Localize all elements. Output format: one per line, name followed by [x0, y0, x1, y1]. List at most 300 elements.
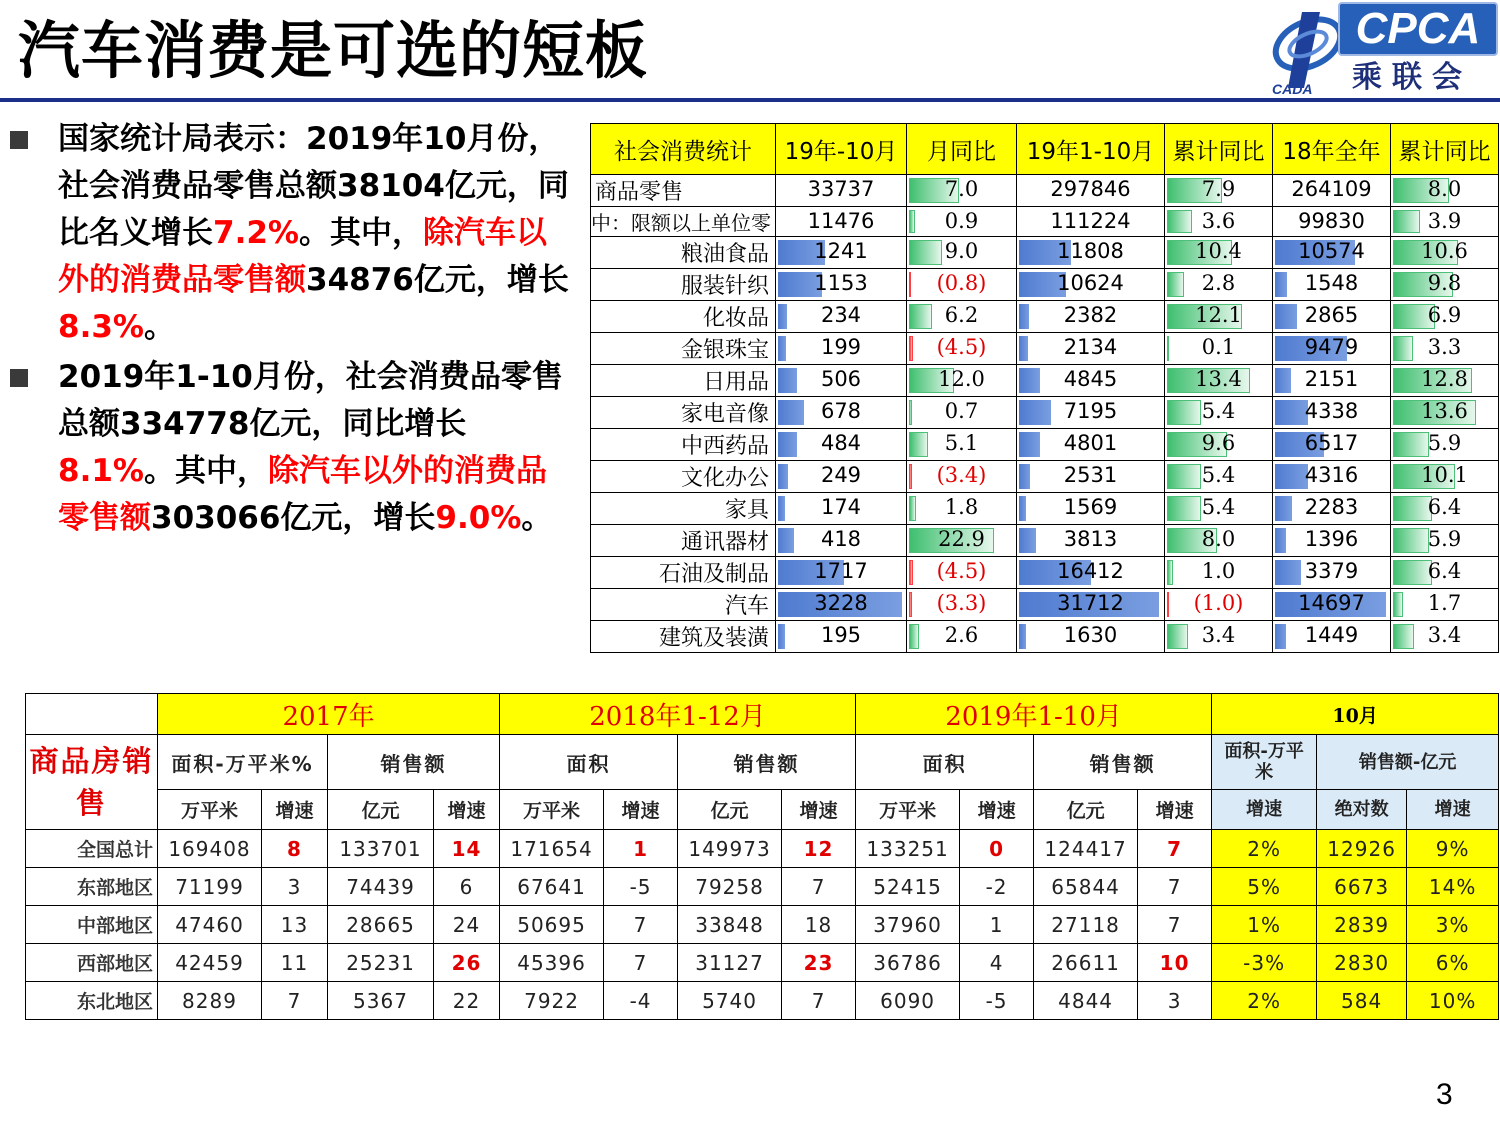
unit-header: 增速: [960, 790, 1034, 830]
cell-wrap: [1165, 269, 1272, 300]
table-cell: 1: [960, 906, 1034, 944]
table-row: [591, 207, 1499, 237]
table-cell: [1017, 365, 1165, 397]
table-cell: 171654: [500, 830, 604, 868]
cell-value: 2151: [1304, 367, 1359, 391]
table-cell: [1165, 525, 1273, 557]
sub-oct-area: 面积-万平米: [1212, 735, 1317, 790]
bullet-text: 34876亿元，增长: [306, 262, 569, 298]
table-cell: [1017, 207, 1165, 237]
table-row: [26, 830, 1499, 868]
cell-wrap: [1017, 429, 1164, 460]
unit-header: 增速: [1407, 790, 1499, 830]
table-cell: [907, 237, 1017, 269]
year-2019: 2019年1-10月: [856, 694, 1212, 735]
row-label: 化妆品: [591, 301, 776, 333]
cell-value: 5.4: [1201, 495, 1236, 519]
table-cell: 24: [434, 906, 500, 944]
table-row: [591, 365, 1499, 397]
cell-value: 12.8: [1421, 367, 1468, 391]
table-cell: [1273, 589, 1391, 621]
table-cell: 10: [1138, 944, 1212, 982]
table-cell: [1391, 461, 1499, 493]
cell-value: (3.4): [936, 463, 987, 487]
table-cell: 3: [1138, 982, 1212, 1020]
cell-value: 9.6: [1201, 431, 1236, 455]
cell-wrap: [907, 207, 1016, 236]
cell-value: 1153: [814, 271, 868, 295]
table-row: [591, 333, 1499, 365]
table-cell: 14: [434, 830, 500, 868]
cell-wrap: [776, 333, 906, 364]
sub-2017-area: 面积-万平米%: [158, 735, 328, 790]
cell-value: 5.9: [1427, 431, 1462, 455]
unit-header: 增速: [782, 790, 856, 830]
table-cell: -5: [604, 868, 678, 906]
table-cell: 7: [604, 906, 678, 944]
row-label: 服装针织: [591, 269, 776, 301]
cell-wrap: [1017, 333, 1164, 364]
cell-wrap: [1273, 557, 1390, 588]
table-cell: 6673: [1317, 868, 1407, 906]
cell-value: 2283: [1304, 495, 1359, 519]
cell-wrap: [907, 429, 1016, 460]
row-label: 家具: [591, 493, 776, 525]
bullet-item: [10, 354, 570, 542]
cell-value: 2.8: [1201, 271, 1236, 295]
cell-value: 6517: [1304, 431, 1359, 455]
table-cell: 2830: [1317, 944, 1407, 982]
table-cell: [1017, 175, 1165, 207]
cell-value: 1449: [1304, 623, 1359, 647]
table-cell: [1273, 301, 1391, 333]
unit-header: 增速: [604, 790, 678, 830]
table-cell: [1391, 621, 1499, 653]
table-cell: [907, 461, 1017, 493]
cell-value: 10.1: [1421, 463, 1468, 487]
table-cell: 8289: [158, 982, 262, 1020]
cell-wrap: [1273, 237, 1390, 268]
table-cell: [1017, 301, 1165, 333]
table-cell: [1273, 333, 1391, 365]
table-cell: [1165, 493, 1273, 525]
cell-value: 0.1: [1201, 335, 1236, 359]
cell-value: 199: [820, 335, 862, 359]
cell-value: 1.8: [944, 495, 979, 519]
table-cell: 18: [782, 906, 856, 944]
table-cell: 47460: [158, 906, 262, 944]
table-cell: [1017, 557, 1165, 589]
cell-value: 8.0: [1201, 527, 1236, 551]
cell-wrap: [1017, 525, 1164, 556]
cell-value: 22.9: [938, 527, 985, 551]
table-cell: 12: [782, 830, 856, 868]
cell-value: 11808: [1057, 239, 1124, 263]
table-cell: [1273, 269, 1391, 301]
cell-value: 0.7: [944, 399, 979, 423]
cell-wrap: [776, 493, 906, 524]
cell-value: 6.4: [1427, 495, 1462, 519]
table-row: [591, 175, 1499, 207]
table-cell: [1273, 237, 1391, 269]
table-cell: [907, 621, 1017, 653]
table-cell: [1165, 333, 1273, 365]
cell-wrap: [1165, 397, 1272, 428]
cell-wrap: [1017, 397, 1164, 428]
cell-value: 3.6: [1201, 209, 1236, 233]
table-cell: 3%: [1407, 906, 1499, 944]
cell-value: 2134: [1063, 335, 1118, 359]
cell-wrap: [1165, 461, 1272, 492]
cell-wrap: [1273, 461, 1390, 492]
cell-wrap: [1017, 557, 1164, 588]
cell-value: 0.9: [944, 209, 979, 233]
cell-wrap: [1017, 207, 1164, 236]
unit-header: 亿元: [1034, 790, 1138, 830]
cell-value: 10.6: [1421, 239, 1468, 263]
table-cell: 7: [1138, 830, 1212, 868]
table-cell: [1273, 175, 1391, 207]
table-cell: 27118: [1034, 906, 1138, 944]
cell-value: 111224: [1050, 209, 1131, 233]
cpca-text: CPCA: [1338, 2, 1498, 56]
table-cell: [1017, 461, 1165, 493]
cell-value: 484: [820, 431, 862, 455]
cell-value: (4.5): [936, 559, 987, 583]
table-cell: [1273, 365, 1391, 397]
table-cell: [907, 365, 1017, 397]
table-cell: [1165, 557, 1273, 589]
table-row: [591, 589, 1499, 621]
cell-value: 3.3: [1427, 335, 1462, 359]
cell-value: 7.0: [944, 177, 979, 201]
table-cell: 7: [1138, 868, 1212, 906]
cell-wrap: [1391, 269, 1498, 300]
table-cell: [1165, 621, 1273, 653]
cell-wrap: [1273, 301, 1390, 332]
corner-cell: [26, 694, 158, 735]
cell-value: 9.8: [1427, 271, 1462, 295]
table-row: [591, 621, 1499, 653]
cell-wrap: [907, 269, 1016, 300]
table-cell: [1273, 461, 1391, 493]
row-label: 金银珠宝: [591, 333, 776, 365]
row-label: 粮油食品: [591, 237, 776, 269]
cell-wrap: [1391, 333, 1498, 364]
title-divider: [0, 98, 1500, 102]
table-cell: 74439: [328, 868, 434, 906]
cell-value: 506: [820, 367, 862, 391]
table-cell: 9%: [1407, 830, 1499, 868]
cell-wrap: [907, 589, 1016, 620]
cell-value: 5.9: [1427, 527, 1462, 551]
table-cell: 5740: [678, 982, 782, 1020]
unit-header: 万平米: [856, 790, 960, 830]
bullet-text: 国家统计局表示：2019年10月份，社会消费品零售总额38104亿元，同比名义增长: [58, 121, 569, 251]
table-row: [26, 982, 1499, 1020]
cell-wrap: [1017, 493, 1164, 524]
cell-wrap: [776, 429, 906, 460]
table-cell: [1165, 365, 1273, 397]
cell-value: (1.0): [1193, 591, 1244, 615]
table-cell: -2: [960, 868, 1034, 906]
table-cell: 1: [604, 830, 678, 868]
row-label: 石油及制品: [591, 557, 776, 589]
row-label: 日用品: [591, 365, 776, 397]
table-cell: [776, 333, 907, 365]
table-cell: [1017, 621, 1165, 653]
table-cell: 12926: [1317, 830, 1407, 868]
cell-value: 264109: [1291, 177, 1372, 201]
table-cell: 42459: [158, 944, 262, 982]
table-cell: [907, 557, 1017, 589]
row-label: 汽车: [591, 589, 776, 621]
table-cell: 4: [960, 944, 1034, 982]
unit-header: 增速: [1212, 790, 1317, 830]
table-cell: [1391, 557, 1499, 589]
row-label: 建筑及装潢: [591, 621, 776, 653]
cell-wrap: [907, 365, 1016, 396]
cell-value: 5.4: [1201, 463, 1236, 487]
cell-value: 13.6: [1421, 399, 1468, 423]
cell-wrap: [1391, 557, 1498, 588]
table-cell: [1273, 525, 1391, 557]
table-cell: [1391, 589, 1499, 621]
column-header: 19年-10月: [776, 124, 907, 175]
cell-value: 7.9: [1201, 177, 1236, 201]
table-cell: 22: [434, 982, 500, 1020]
cell-wrap: [1165, 557, 1272, 588]
cell-value: 12.0: [938, 367, 985, 391]
bullet-text: 。: [521, 500, 553, 536]
unit-header: 亿元: [678, 790, 782, 830]
table-cell: 1%: [1212, 906, 1317, 944]
cell-value: 2531: [1063, 463, 1118, 487]
cell-wrap: [907, 493, 1016, 524]
table-cell: 7922: [500, 982, 604, 1020]
cell-value: 6.9: [1427, 303, 1462, 327]
table-cell: [776, 525, 907, 557]
bullet-list: [10, 116, 570, 545]
cell-wrap: [1017, 301, 1164, 332]
table-cell: 169408: [158, 830, 262, 868]
cada-mark: CADA: [1272, 81, 1313, 97]
table-row: [591, 269, 1499, 301]
cell-wrap: [1391, 461, 1498, 492]
table-cell: -4: [604, 982, 678, 1020]
cell-wrap: [1165, 429, 1272, 460]
cell-value: 13.4: [1195, 367, 1242, 391]
cell-wrap: [1391, 397, 1498, 428]
table-cell: 584: [1317, 982, 1407, 1020]
cell-wrap: [1273, 589, 1390, 620]
unit-header: 亿元: [328, 790, 434, 830]
cell-value: 9.0: [944, 239, 979, 263]
table-cell: [1017, 429, 1165, 461]
table-cell: [1273, 621, 1391, 653]
cell-wrap: [1391, 589, 1498, 620]
table-cell: [776, 207, 907, 237]
cell-wrap: [1165, 237, 1272, 268]
table-cell: [1391, 237, 1499, 269]
cell-wrap: [776, 237, 906, 268]
table-cell: -3%: [1212, 944, 1317, 982]
table-row: [591, 557, 1499, 589]
cell-value: 4316: [1304, 463, 1359, 487]
cell-value: 1.0: [1201, 559, 1236, 583]
cell-wrap: [907, 397, 1016, 428]
table-cell: 26: [434, 944, 500, 982]
sub-oct-sales: 销售额-亿元: [1317, 735, 1499, 790]
highlight-text: 8.1%: [58, 453, 144, 489]
table-cell: 6090: [856, 982, 960, 1020]
table-cell: -5: [960, 982, 1034, 1020]
column-header: 18年全年: [1273, 124, 1391, 175]
bullet-text: 。其中，: [298, 215, 423, 251]
column-header: 19年1-10月: [1017, 124, 1165, 175]
cell-wrap: [776, 301, 906, 332]
region-label: 西部地区: [26, 944, 158, 982]
region-label: 中部地区: [26, 906, 158, 944]
cell-wrap: [1391, 365, 1498, 396]
table-cell: [776, 589, 907, 621]
table-cell: [907, 207, 1017, 237]
cell-wrap: [907, 557, 1016, 588]
table-cell: 2839: [1317, 906, 1407, 944]
table-cell: [776, 397, 907, 429]
cell-value: 1630: [1063, 623, 1118, 647]
cell-wrap: [1391, 237, 1498, 268]
cell-wrap: [1017, 589, 1164, 620]
cell-wrap: [1165, 175, 1272, 206]
year-2017: 2017年: [158, 694, 500, 735]
table-cell: [776, 301, 907, 333]
cell-value: 4801: [1063, 431, 1118, 455]
table-cell: 7: [782, 982, 856, 1020]
table-cell: 37960: [856, 906, 960, 944]
table-row: [591, 397, 1499, 429]
table-cell: [1391, 525, 1499, 557]
unit-row: [26, 790, 1499, 830]
cell-value: 10.4: [1195, 239, 1242, 263]
table-cell: [907, 493, 1017, 525]
unit-header: 增速: [1138, 790, 1212, 830]
cell-value: 3.9: [1427, 209, 1462, 233]
column-header: 月同比: [907, 124, 1017, 175]
table-cell: [776, 557, 907, 589]
cell-wrap: [1273, 269, 1390, 300]
cell-value: 14697: [1298, 591, 1365, 615]
bullet-square-icon: [10, 369, 28, 387]
table-cell: [1273, 493, 1391, 525]
table-cell: [1391, 333, 1499, 365]
table-cell: 45396: [500, 944, 604, 982]
cell-wrap: [776, 365, 906, 396]
cell-wrap: [1017, 237, 1164, 268]
table-cell: 6%: [1407, 944, 1499, 982]
table-row: [591, 461, 1499, 493]
column-header: 累计同比: [1391, 124, 1499, 175]
table-cell: 8: [262, 830, 328, 868]
table-cell: 65844: [1034, 868, 1138, 906]
cell-value: 1396: [1304, 527, 1359, 551]
table-cell: 6: [434, 868, 500, 906]
cell-wrap: [907, 621, 1016, 652]
column-header: 累计同比: [1165, 124, 1273, 175]
table-cell: [1017, 493, 1165, 525]
cell-value: 678: [820, 399, 862, 423]
table-cell: [1391, 269, 1499, 301]
table-cell: [1391, 429, 1499, 461]
cell-wrap: [776, 269, 906, 300]
table-cell: [1165, 301, 1273, 333]
page-number: 3: [1436, 1078, 1453, 1111]
cell-value: (4.5): [936, 335, 987, 359]
cell-value: 2865: [1304, 303, 1359, 327]
cell-value: 3.4: [1427, 623, 1462, 647]
table-cell: 36786: [856, 944, 960, 982]
cell-value: 5.1: [944, 431, 979, 455]
row-header-housing: 商品房销售: [26, 735, 158, 830]
bullet-text: 2019年1-10月份，社会消费品零售总额334778亿元，同比增长: [58, 359, 563, 442]
table-cell: [1165, 269, 1273, 301]
cell-wrap: [1273, 621, 1390, 652]
cell-wrap: [1273, 525, 1390, 556]
sub-2019-area: 面积: [856, 735, 1034, 790]
cell-value: 8.0: [1427, 177, 1462, 201]
table-cell: 10%: [1407, 982, 1499, 1020]
table-cell: [1017, 397, 1165, 429]
table-cell: [907, 333, 1017, 365]
table-cell: [907, 397, 1017, 429]
cell-wrap: [1165, 333, 1272, 364]
bullet-item: [10, 116, 570, 351]
table-row: [591, 525, 1499, 557]
cell-wrap: [1017, 621, 1164, 652]
sub-2019-sales: 销售额: [1034, 735, 1212, 790]
cell-value: 6.4: [1427, 559, 1462, 583]
table-cell: [776, 269, 907, 301]
cell-wrap: [776, 557, 906, 588]
cell-value: 33737: [807, 177, 875, 201]
cell-value: 5.4: [1201, 399, 1236, 423]
highlight-text: 除汽车以外的消费品零售额: [58, 215, 547, 298]
cell-wrap: [1273, 397, 1390, 428]
row-label: 家电音像: [591, 397, 776, 429]
cell-wrap: [1391, 175, 1498, 206]
cell-value: 174: [820, 495, 862, 519]
table-cell: 4844: [1034, 982, 1138, 1020]
row-label: 通讯器材: [591, 525, 776, 557]
cell-wrap: [1391, 207, 1498, 236]
cell-wrap: [1017, 365, 1164, 396]
table-cell: 7: [782, 868, 856, 906]
table-cell: 149973: [678, 830, 782, 868]
table-row: [26, 868, 1499, 906]
table-cell: [776, 365, 907, 397]
cell-wrap: [1165, 525, 1272, 556]
table-cell: 7: [262, 982, 328, 1020]
cell-value: 195: [820, 623, 862, 647]
table-cell: [1391, 207, 1499, 237]
cell-wrap: [776, 175, 906, 206]
cell-value: (0.8): [936, 271, 987, 295]
table-cell: [1391, 301, 1499, 333]
table-cell: [776, 461, 907, 493]
cell-value: 249: [820, 463, 862, 487]
cell-wrap: [776, 397, 906, 428]
bullet-text: 303066亿元，增长: [151, 500, 436, 536]
